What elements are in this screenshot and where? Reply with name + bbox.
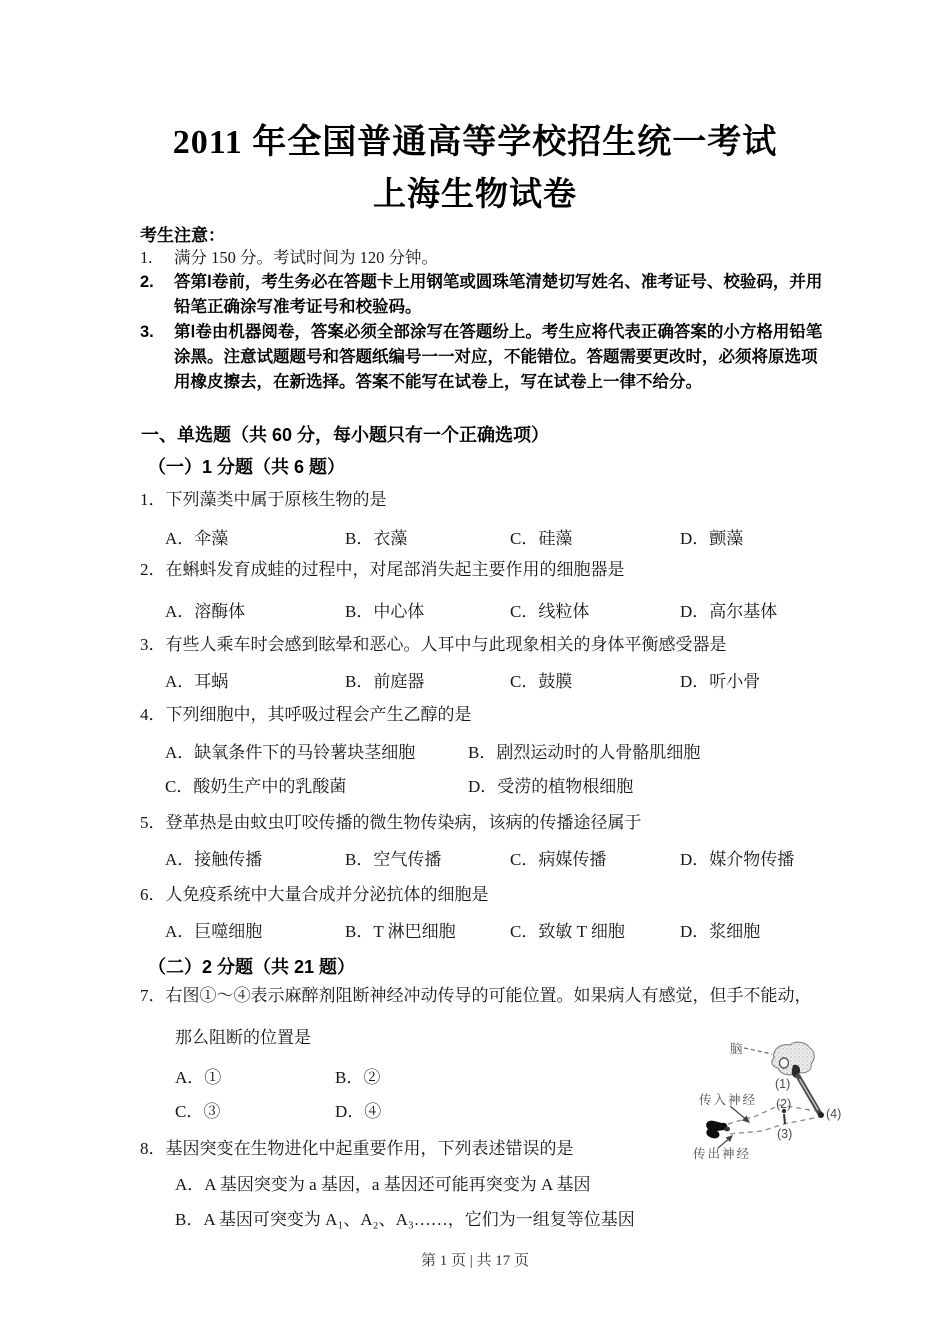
section-heading-part1: 一、单选题（共 60 分，每小题只有一个正确选项） bbox=[141, 425, 550, 445]
question-1-option-b: B．衣藻 bbox=[345, 529, 408, 548]
question-5-option-a: A．接触传播 bbox=[165, 850, 263, 869]
question-4-options-row1 bbox=[165, 738, 700, 763]
question-5-stem: 5．登革热是由蚊虫叮咬传播的微生物传染病，该病的传播途径属于 bbox=[140, 813, 642, 832]
question-5-options bbox=[165, 845, 794, 870]
question-2-stem: 2．在蝌蚪发育成蛙的过程中，对尾部消失起主要作用的细胞器是 bbox=[140, 560, 625, 579]
question-3-option-d: D．听小骨 bbox=[680, 672, 761, 691]
question-4-stem: 4．下列细胞中，其呼吸过程会产生乙醇的是 bbox=[140, 705, 472, 724]
question-3-option-c: C．鼓膜 bbox=[510, 672, 573, 691]
question-7-option-b: B．② bbox=[335, 1068, 381, 1087]
question-8-option-b: B．A 基因可突变为 A₁、A₂、A₃……，它们为一组复等位基因 bbox=[175, 1210, 635, 1229]
question-4-option-c: C．酸奶生产中的乳酸菌 bbox=[165, 777, 347, 796]
question-8-option-a: A．A 基因突变为 a 基因，a 基因还可能再突变为 A 基因 bbox=[175, 1175, 591, 1194]
notice-item-3-number: 3. bbox=[140, 323, 154, 341]
question-8-stem: 8．基因突变在生物进化中起重要作用，下列表述错误的是 bbox=[140, 1139, 574, 1158]
question-4-option-b: B．剧烈运动时的人骨骼肌细胞 bbox=[468, 743, 701, 762]
question-4-options-row2 bbox=[165, 772, 633, 797]
notice-item-3 bbox=[140, 320, 840, 395]
question-5-option-c: C．病媒传播 bbox=[510, 850, 607, 869]
question-7-options-row2 bbox=[175, 1097, 381, 1122]
question-6-option-c: C．致敏 T 细胞 bbox=[510, 922, 625, 941]
question-4-option-a: A．缺氧条件下的马铃薯块茎细胞 bbox=[165, 743, 416, 762]
question-7-nerve-diagram-figure bbox=[670, 1032, 895, 1167]
notice-list bbox=[140, 245, 840, 395]
question-7-options-row1 bbox=[175, 1063, 380, 1088]
question-7-stem-line2: 那么阻断的位置是 bbox=[175, 1028, 311, 1047]
question-6-option-d: D．浆细胞 bbox=[680, 922, 761, 941]
question-6-options bbox=[165, 917, 760, 942]
question-1-option-a: A．伞藻 bbox=[165, 529, 229, 548]
question-5-option-b: B．空气传播 bbox=[345, 850, 442, 869]
section-heading-sub1: （一）1 分题（共 6 题） bbox=[148, 457, 346, 477]
brain-label: 脑 bbox=[730, 1042, 743, 1056]
question-7-option-c: C．③ bbox=[175, 1102, 221, 1121]
notice-item-3-text: 第Ⅰ卷由机器阅卷，答案必须全部涂写在答题纷上。考生应将代表正确答案的小方格用铅笔涂黑。注意试题题号和答题纸编号一一对应，不能错位。答题需要更改时，必须将原选项用橡皮擦去，在新选择。答案不能写在试卷上，写在试卷上一律不给分。 bbox=[174, 323, 823, 391]
exam-title-line1: 2011 年全国普通高等学校招生统一考试 bbox=[172, 124, 778, 161]
figure-point-1-label: (1) bbox=[775, 1077, 791, 1091]
question-4-option-d: D．受涝的植物根细胞 bbox=[468, 777, 634, 796]
afferent-nerve-path bbox=[728, 1105, 816, 1124]
question-5-option-d: D．媒介物传播 bbox=[680, 850, 795, 869]
afferent-nerve-label: 传入神经 bbox=[699, 1093, 758, 1107]
question-2-option-c: C．线粒体 bbox=[510, 602, 590, 621]
figure-point-2-label: (2) bbox=[776, 1097, 792, 1111]
question-2-option-a: A．溶酶体 bbox=[165, 602, 246, 621]
question-2-options bbox=[165, 597, 777, 622]
question-6-option-b: B．T 淋巴细胞 bbox=[345, 922, 456, 941]
question-7-stem-line1: 7．右图①～④表示麻醉剂阻断神经冲动传导的可能位置。如果病人有感觉，但手不能动， bbox=[140, 986, 812, 1005]
wrist-detail bbox=[724, 1127, 730, 1132]
spinal-cord-highlight bbox=[800, 1079, 819, 1110]
notice-item-1 bbox=[140, 245, 840, 270]
nerve-junction-tick bbox=[784, 1114, 785, 1124]
brain-label-leader-line bbox=[744, 1048, 772, 1054]
question-6-stem: 6．人免疫系统中大量合成并分泌抗体的细胞是 bbox=[140, 885, 489, 904]
page-footer: 第 1 页 | 共 17 页 bbox=[420, 1253, 529, 1269]
question-1-option-c: C．硅藻 bbox=[510, 529, 573, 548]
efferent-nerve-label: 传出神经 bbox=[693, 1147, 752, 1161]
question-1-stem: 1．下列藻类中属于原核生物的是 bbox=[140, 490, 387, 509]
question-3-option-a: A．耳蜗 bbox=[165, 672, 229, 691]
notice-item-2-number: 2. bbox=[140, 273, 154, 291]
section-heading-sub2: （二）2 分题（共 21 题） bbox=[148, 957, 356, 977]
figure-point-3-label: (3) bbox=[777, 1127, 793, 1141]
question-3-options bbox=[165, 667, 760, 692]
question-6-option-a: A．巨噬细胞 bbox=[165, 922, 263, 941]
question-3-option-b: B．前庭器 bbox=[345, 672, 425, 691]
question-3-stem: 3．有些人乘车时会感到眩晕和恶心。人耳中与此现象相关的身体平衡感受器是 bbox=[140, 635, 727, 654]
notice-item-2-text: 答第Ⅰ卷前，考生务必在答题卡上用钢笔或圆珠笔清楚切写姓名、准考证号、校验码，并用铅笔正确涂写准考证号和校验码。 bbox=[174, 273, 823, 316]
notice-item-1-text: 满分 150 分。考试时间为 120 分钟。 bbox=[174, 248, 438, 267]
question-1-option-d: D．颤藻 bbox=[680, 529, 744, 548]
question-1-options bbox=[165, 524, 743, 549]
brain-inner-detail bbox=[780, 1058, 789, 1068]
exam-title-line2: 上海生物试卷 bbox=[373, 177, 577, 213]
figure-point-4-label: (4) bbox=[826, 1107, 842, 1121]
question-7-option-d: D．④ bbox=[335, 1102, 382, 1121]
question-2-option-d: D．高尔基体 bbox=[680, 602, 778, 621]
notice-heading: 考生注意： bbox=[140, 226, 225, 245]
notice-item-1-number: 1. bbox=[140, 248, 153, 267]
question-2-option-b: B．中心体 bbox=[345, 602, 425, 621]
notice-item-2 bbox=[140, 270, 840, 320]
question-7-option-a: A．① bbox=[175, 1068, 222, 1087]
hand-icon bbox=[706, 1121, 727, 1139]
